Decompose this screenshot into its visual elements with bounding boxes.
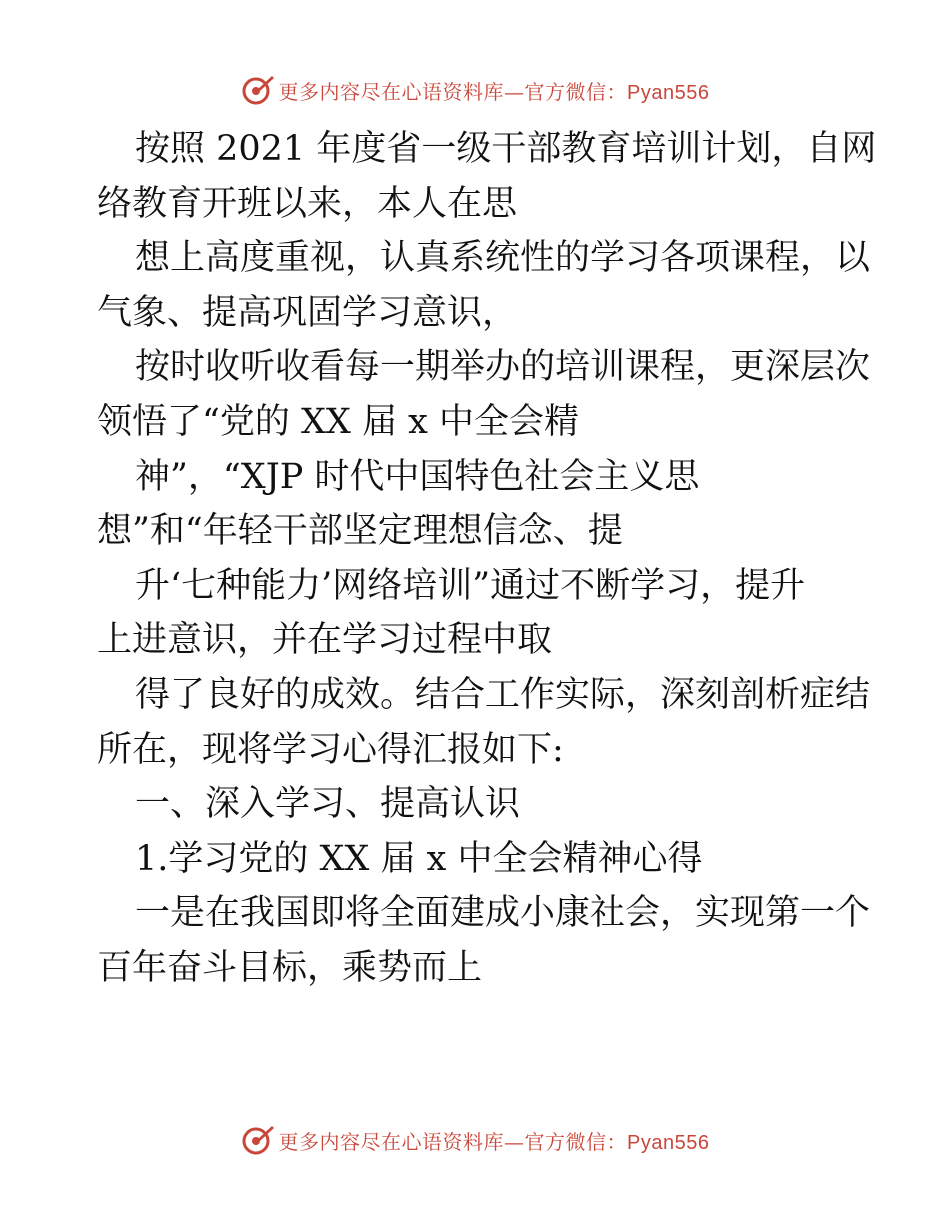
paragraph-line: 一是在我国即将全面建成小康社会，实现第一个 bbox=[135, 893, 871, 934]
paragraph-line: 领悟了“党的 XX 届 x 中全会精 bbox=[97, 401, 579, 442]
red-circle-pen-logo-icon bbox=[241, 1123, 275, 1157]
red-circle-pen-logo-icon bbox=[241, 73, 275, 107]
paragraph-line: 想”和“年轻干部坚定理想信念、提 bbox=[97, 511, 623, 552]
paragraph-line: 络教育开班以来，本人在思 bbox=[97, 183, 518, 224]
subsection-heading: 1.学习党的 XX 届 x 中全会精神心得 bbox=[135, 838, 703, 879]
section-heading: 一、深入学习、提高认识 bbox=[135, 784, 521, 825]
paragraph-line: 想上高度重视，认真系统性的学习各项课程，以 bbox=[135, 238, 871, 279]
header-watermark bbox=[0, 70, 950, 110]
document-body bbox=[97, 122, 877, 996]
paragraph-line: 按时收听收看每一期举办的培训课程，更深层次 bbox=[135, 347, 871, 388]
paragraph-line: 气象、提高巩固学习意识， bbox=[97, 292, 518, 333]
watermark-text: 更多内容尽在心语资料库—官方微信：Pyan556 bbox=[278, 1129, 710, 1154]
footer-watermark bbox=[0, 1120, 950, 1160]
paragraph-line: 升‘七种能力’网络培训”通过不断学习，提升 bbox=[135, 565, 806, 606]
paragraph-line: 神”，“XJP 时代中国特色社会主义思 bbox=[135, 456, 700, 497]
paragraph-line: 得了良好的成效。结合工作实际，深刻剖析症结 bbox=[135, 674, 871, 715]
paragraph-line: 所在，现将学习心得汇报如下: bbox=[97, 729, 564, 770]
watermark-text: 更多内容尽在心语资料库—官方微信：Pyan556 bbox=[278, 79, 710, 104]
paragraph-line: 按照 2021 年度省一级干部教育培训计划，自网 bbox=[135, 129, 877, 169]
paragraph-line: 百年奋斗目标，乘势而上 bbox=[97, 947, 483, 988]
paragraph-line: 上进意识，并在学习过程中取 bbox=[97, 620, 553, 661]
